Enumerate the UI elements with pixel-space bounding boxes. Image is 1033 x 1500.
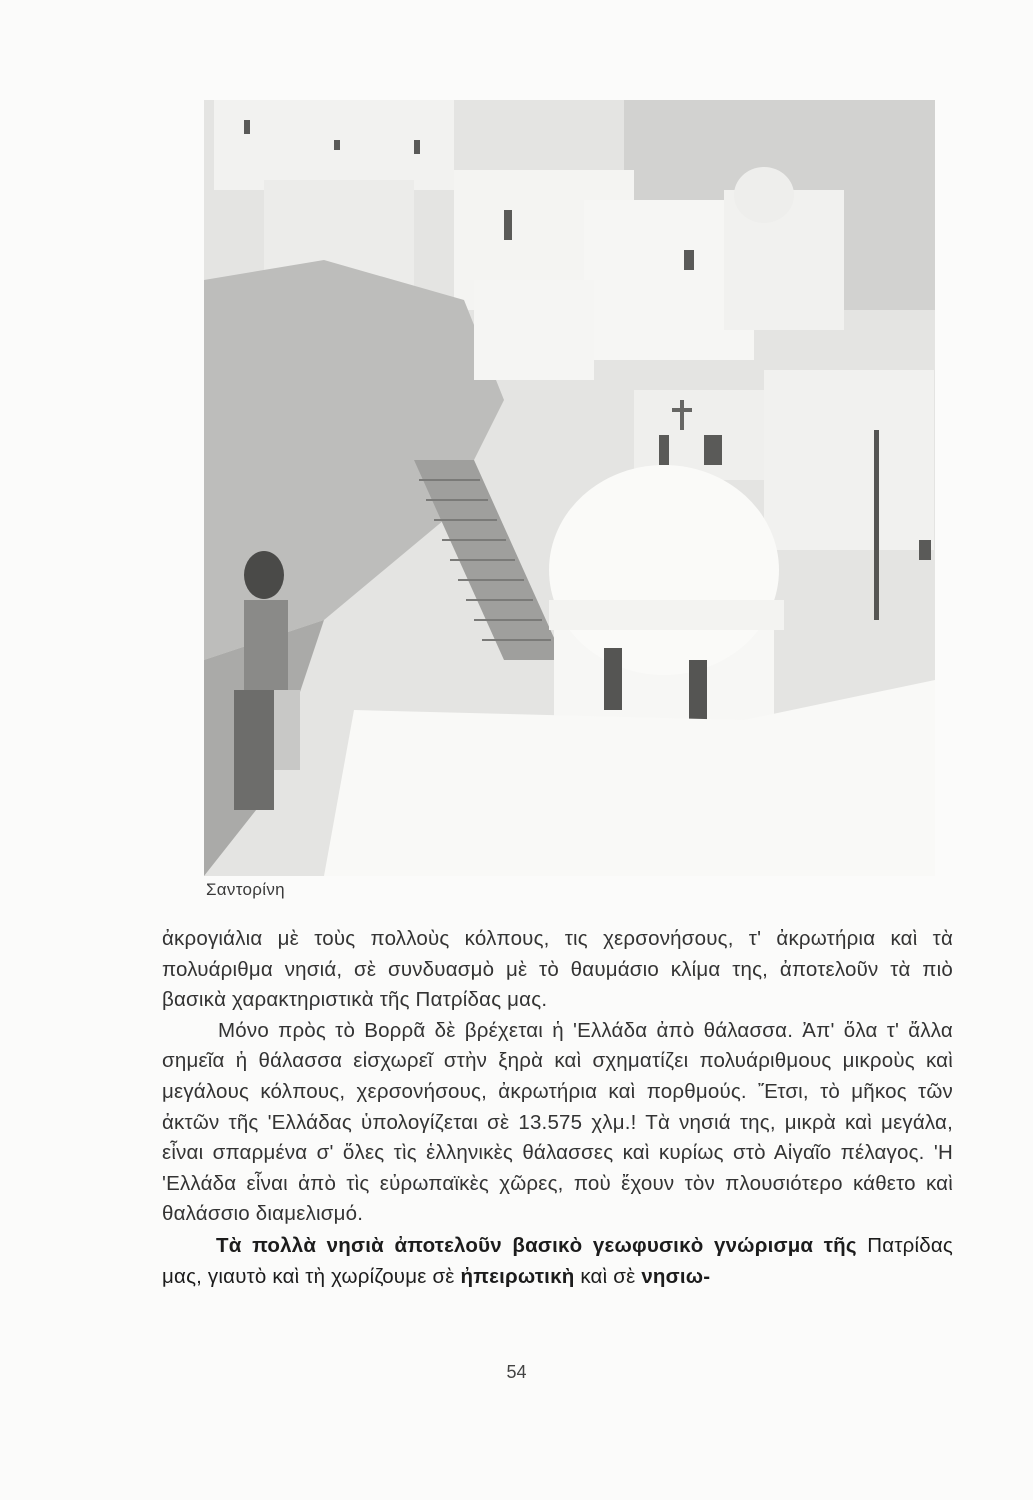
santorini-photo-drawing — [204, 100, 935, 876]
paragraph-3-and: καὶ σὲ — [580, 1264, 636, 1288]
paragraph-3 — [162, 1231, 953, 1292]
term-continental: ἠπειρωτικὴ — [460, 1264, 575, 1288]
paragraph-3-lead: Τὰ πολλὰ νησιὰ ἀποτελοῦν βασικὸ γεωφυσικὸ γνώρισμα τῆς — [216, 1233, 857, 1257]
body-text — [162, 924, 953, 1292]
page-number: 54 — [506, 1362, 527, 1382]
paragraph-1: ἀκρογιάλια μὲ τοὺς πολλοὺς κόλπους, τις χερσονήσους, τ' ἀκρωτήρια καὶ τὰ πολυάριθμα νησιά, σὲ συνδυασμὸ μὲ τὸ θαυμάσιο κλίμα της, ἀποτελοῦν τὰ πιὸ βασικὰ χαρακτηριστικὰ τῆς Πατρίδας μας. — [162, 927, 953, 1012]
santorini-photo — [204, 100, 935, 876]
term-insular: νησιω- — [641, 1264, 711, 1288]
photo-caption: Σαντορίνη — [206, 880, 285, 899]
paragraph-3-mid: Πατρίδας μας, γιαυτὸ καὶ τὴ χωρίζουμε σὲ — [162, 1233, 954, 1288]
paragraph-2: Μόνο πρὸς τὸ Βορρᾶ δὲ βρέχεται ἡ 'Ελλάδα ἀπὸ θάλασσα. Ἀπ' ὅλα τ' ἄλλα σημεῖα ἡ θάλασσα εἰσχωρεῖ στὴν ξηρὰ καὶ σχηματίζει πολυάριθμους μικροὺς καὶ μεγάλους κόλπους, χερσονήσους, ἀκρωτήρια καὶ πορθμούς. Ἔτσι, τὸ μῆκος τῶν ἀκτῶν τῆς 'Ελλάδας ὑπολογίζεται σὲ 13.575 χλμ.! Τὰ νησιά της, μικρὰ καὶ μεγάλα, εἶναι σπαρμένα σ' ὅλες τὶς ἑλληνικὲς θάλασσες καὶ κυρίως στὸ Αἰγαῖο πέλαγος. 'Η 'Ελλάδα εἶναι ἀπὸ τὶς εὐρωπαϊκὲς χῶρες, ποὺ ἔχουν τὸν πλουσιότερο κάθετο καὶ θαλάσσιο διαμελισμό. — [162, 1018, 953, 1226]
